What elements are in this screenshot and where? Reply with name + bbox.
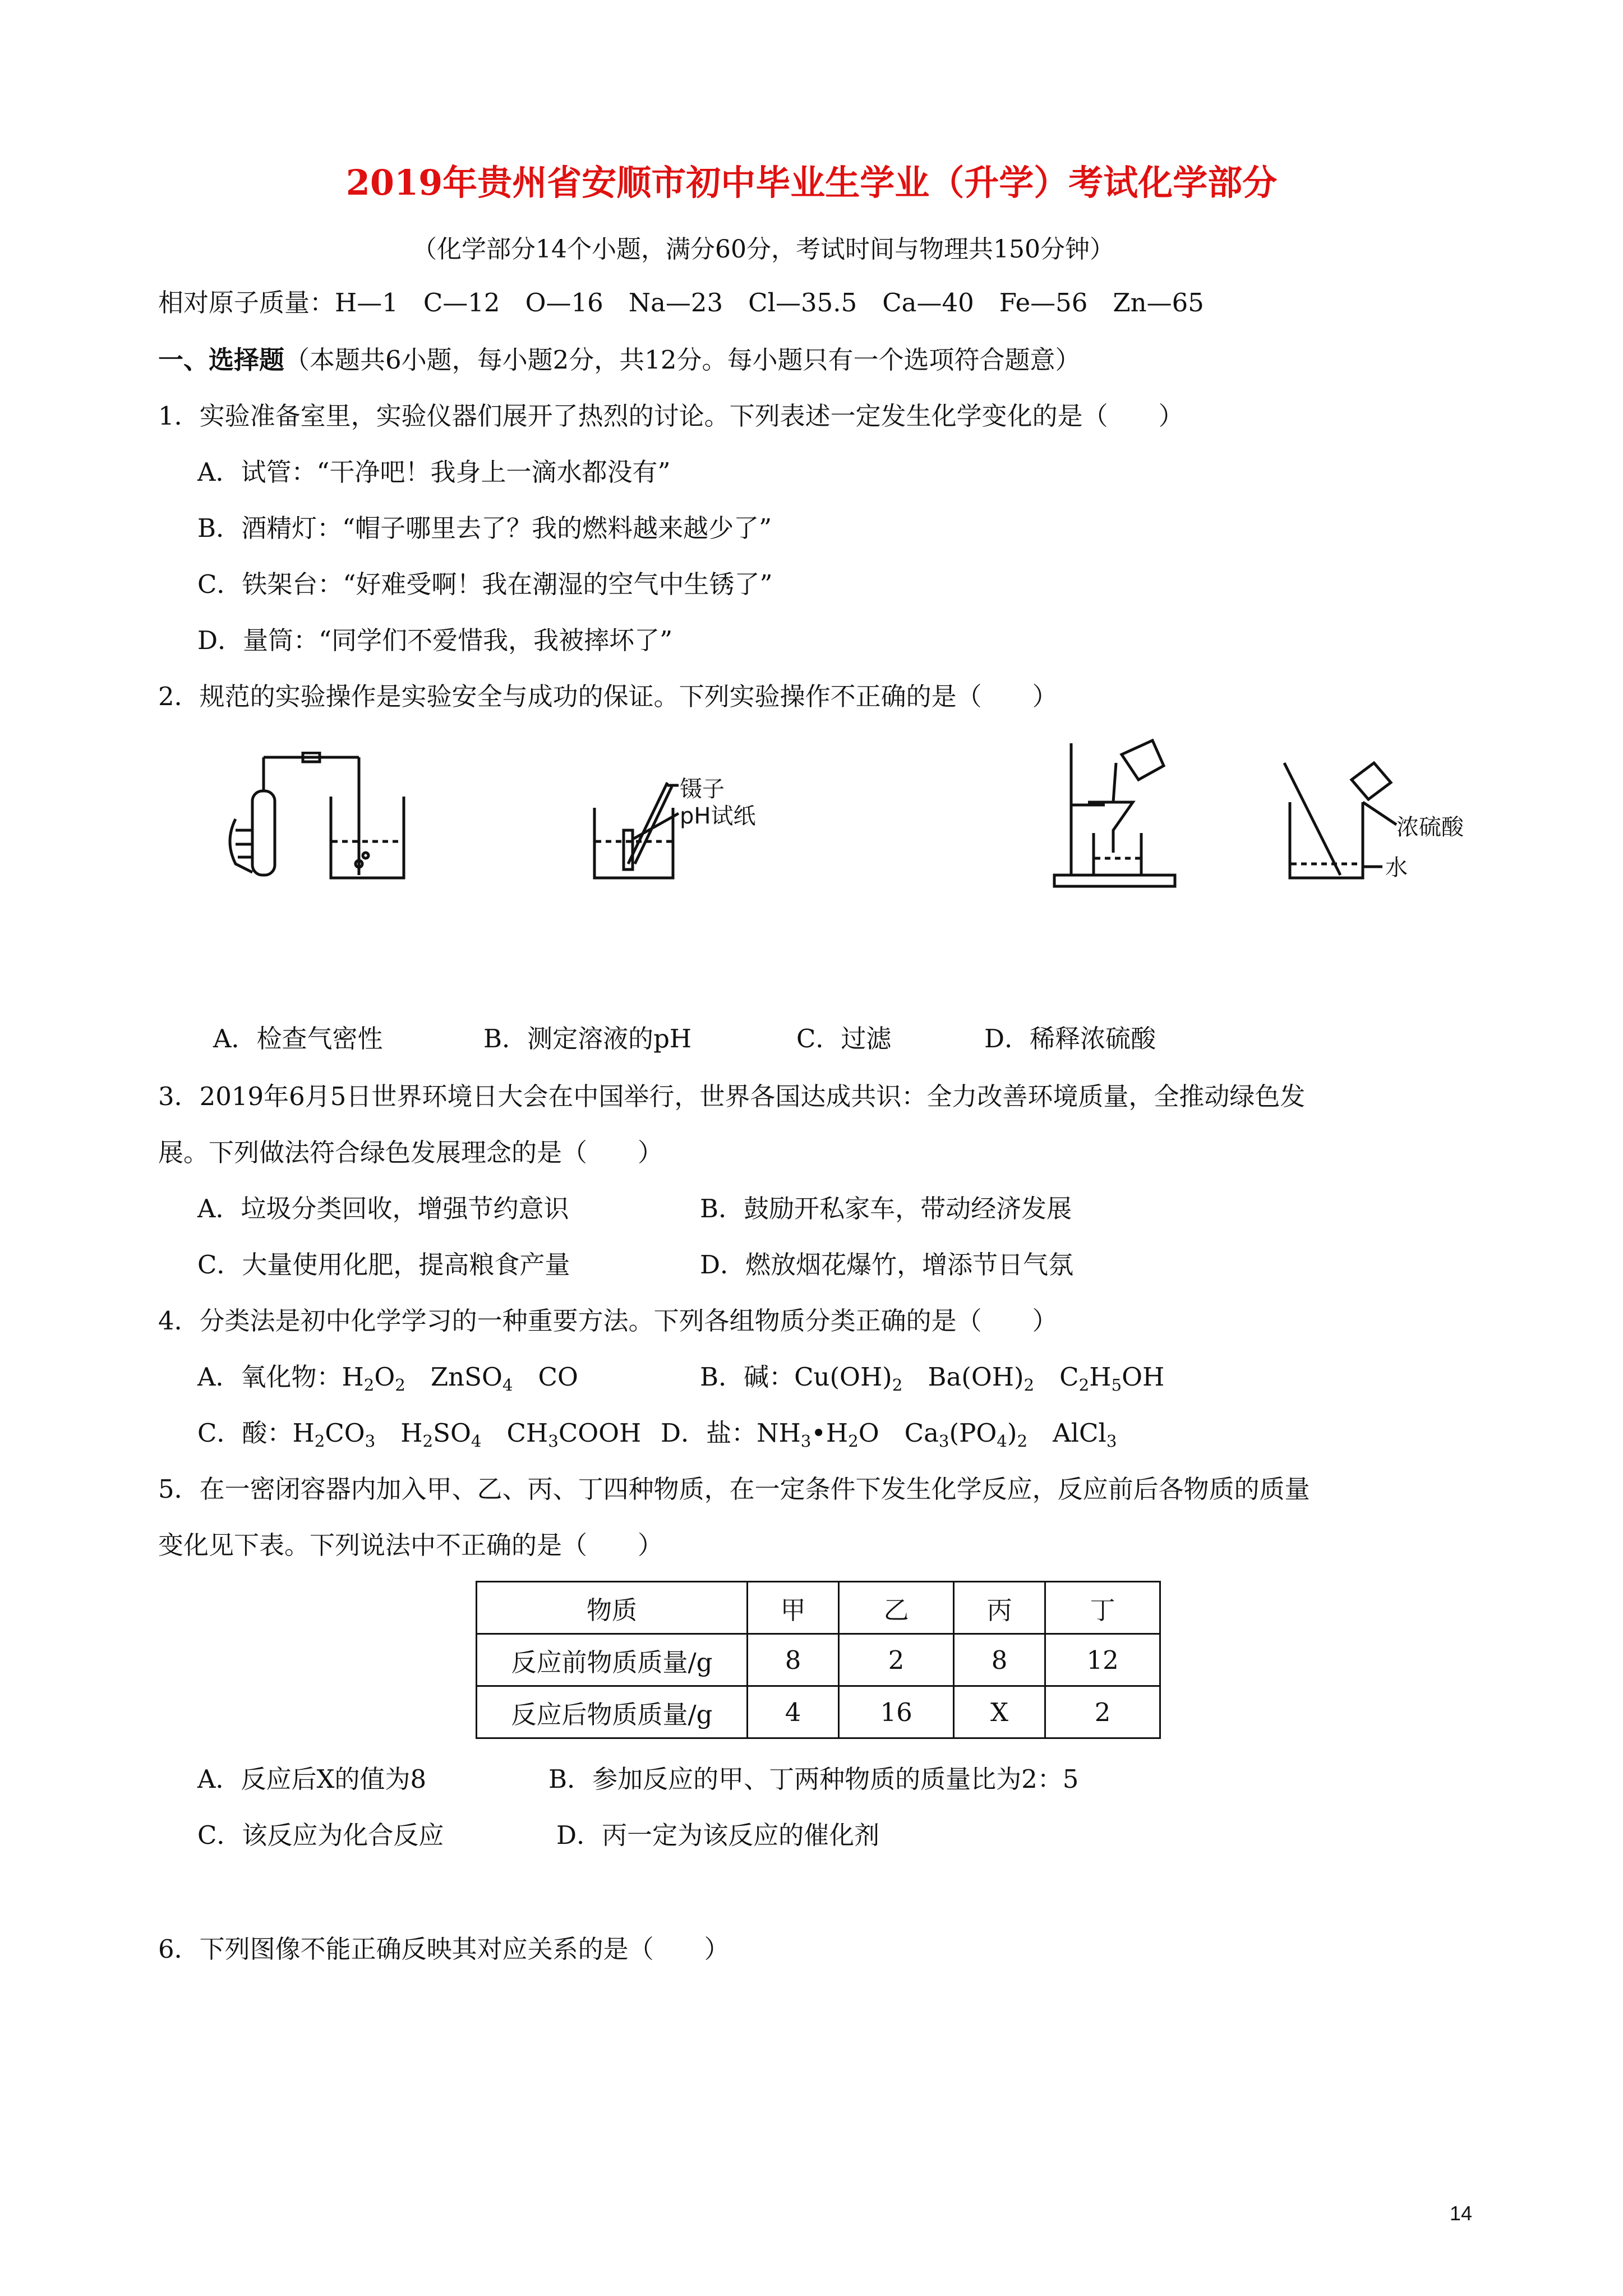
section-note: （本题共6小题，每小题2分，共12分。每小题只有一个选项符合题意）: [284, 345, 1081, 375]
mass-table: [476, 1581, 1161, 1739]
q5-option-a: A．反应后X的值为8: [197, 1764, 427, 1794]
table-cell: 2: [1045, 1686, 1160, 1738]
water-label: 水: [1385, 855, 1408, 881]
q3-option-d: D．燃放烟花爆竹，增添节日气氛: [700, 1250, 1074, 1280]
table-cell: 物质: [477, 1582, 748, 1634]
conc-acid-label: 浓硫酸: [1396, 815, 1464, 840]
table-cell: 8: [748, 1634, 839, 1686]
q4-stem: 4．分类法是初中化学学习的一种重要方法。下列各组物质分类正确的是（ ）: [158, 1306, 1058, 1336]
q6-stem: 6．下列图像不能正确反映其对应关系的是（ ）: [158, 1934, 730, 1964]
table-cell: 丙: [953, 1582, 1045, 1634]
table-cell: 反应后物质质量/g: [477, 1686, 748, 1738]
table-cell: 4: [748, 1686, 839, 1738]
table-header-row: [477, 1582, 1160, 1634]
q2-option-a: A．检查气密性: [213, 1024, 383, 1053]
q1-stem: 1．实验准备室里，实验仪器们展开了热烈的讨论。下列表述一定发生化学变化的是（ ）: [158, 401, 1184, 431]
airtightness-check-figure: [219, 752, 443, 892]
q1-option-c: C．铁架台：“好难受啊！我在潮湿的空气中生锈了”: [197, 569, 773, 599]
filtration-figure: [1049, 732, 1183, 895]
dilute-acid-figure: [1279, 757, 1481, 892]
q5-option-c: C．该反应为化合反应: [197, 1820, 444, 1850]
q4-option-a: A．氧化物：$H_2O_2$ ZnSO$_4$ CO: [197, 1362, 578, 1395]
q5-stem-line1: 5．在一密闭容器内加入甲、乙、丙、丁四种物质，在一定条件下发生化学反应，反应前后各物质的质量: [158, 1474, 1310, 1504]
q4-option-c-label: C．酸：: [197, 1418, 293, 1448]
q5-option-b: B．参加反应的甲、丁两种物质的质量比为2：5: [548, 1764, 1079, 1794]
table-cell: 16: [839, 1686, 954, 1738]
q4-option-b: B．碱：$Cu(OH)_2$ $Ba(OH)_2$ $C_2H_5OH$: [700, 1362, 1165, 1395]
q4-option-a-label: A．氧化物：: [197, 1362, 342, 1392]
q2-option-c: C．过滤: [796, 1024, 892, 1053]
page-title: 2019年贵州省安顺市初中毕业生学业（升学）考试化学部分: [345, 162, 1278, 203]
table-cell: 反应前物质质量/g: [477, 1634, 748, 1686]
ph-test-figure: [589, 774, 774, 886]
q2-option-b: B．测定溶液的pH: [483, 1024, 692, 1053]
table-row: [477, 1686, 1160, 1738]
table-row: [477, 1634, 1160, 1686]
section-title: 一、选择题: [158, 345, 285, 375]
section-heading: [158, 343, 1081, 377]
q3-option-c: C．大量使用化肥，提高粮食产量: [197, 1250, 570, 1280]
page-number: 14: [1450, 2202, 1473, 2225]
q5-option-d: D．丙一定为该反应的催化剂: [556, 1820, 880, 1850]
q3-option-a: A．垃圾分类回收，增强节约意识: [197, 1194, 569, 1223]
ph-paper-label: pH试纸: [680, 803, 756, 829]
q3-stem-line2: 展。下列做法符合绿色发展理念的是（ ）: [158, 1138, 663, 1167]
q3-stem-line1: 3．2019年6月5日世界环境日大会在中国举行，世界各国达成共识：全力改善环境质量，全推动绿色发: [158, 1082, 1306, 1111]
table-cell: 丁: [1045, 1582, 1160, 1634]
q4-option-b-label: B．碱：: [700, 1362, 795, 1392]
q1-option-a: A．试管：“干净吧！我身上一滴水都没有”: [197, 457, 671, 487]
table-cell: X: [953, 1686, 1045, 1738]
q1-option-b: B．酒精灯：“帽子哪里去了？我的燃料越来越少了”: [197, 513, 772, 543]
exam-subtitle: （化学部分14个小题，满分60分，考试时间与物理共150分钟）: [412, 235, 1114, 264]
q2-stem: 2．规范的实验操作是实验安全与成功的保证。下列实验操作不正确的是（ ）: [158, 682, 1058, 711]
table-cell: 甲: [748, 1582, 839, 1634]
q1-option-d: D．量筒：“同学们不爱惜我，我被摔坏了”: [197, 625, 673, 655]
q3-option-b: B．鼓励开私家车，带动经济发展: [700, 1194, 1072, 1223]
q2-option-d: D．稀释浓硫酸: [984, 1024, 1156, 1053]
q4-option-c: C．酸：$H_2CO_3$ $H_2SO_4$ $CH_3COOH$: [197, 1418, 642, 1451]
tweezers-label: 镊子: [680, 776, 725, 802]
table-cell: 8: [953, 1634, 1045, 1686]
table-cell: 12: [1045, 1634, 1160, 1686]
q4-option-d: D．盐：$NH_3•H_2O$ $Ca_3(PO_4)_2$ AlCl$_3$: [661, 1418, 1117, 1451]
q5-stem-line2: 变化见下表。下列说法中不正确的是（ ）: [158, 1530, 663, 1560]
q4-option-d-label: D．盐：: [661, 1418, 757, 1448]
atomic-mass-line: 相对原子质量：H—1 C—12 O—16 Na—23 Cl—35.5 Ca—40 Fe—56 Zn—65: [158, 288, 1204, 318]
table-cell: 2: [839, 1634, 954, 1686]
table-cell: 乙: [839, 1582, 954, 1634]
